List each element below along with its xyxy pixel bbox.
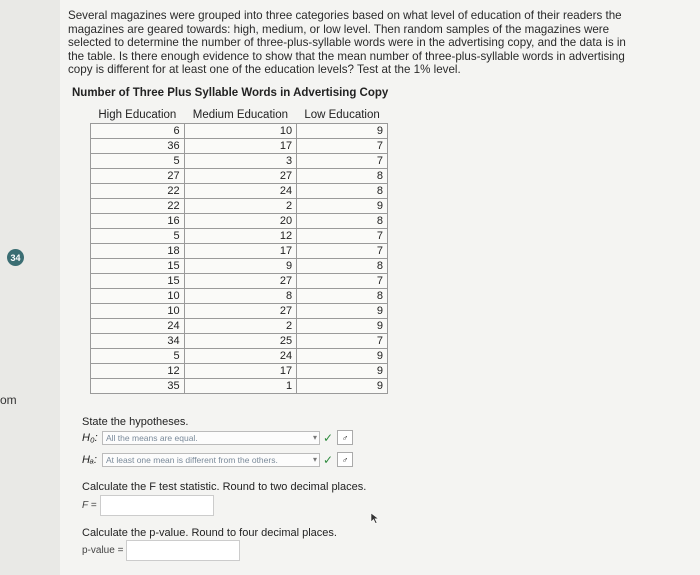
table-cell: 7 bbox=[297, 229, 388, 244]
table-cell: 27 bbox=[184, 169, 296, 184]
symbol-picker-button[interactable]: ♂ bbox=[337, 430, 353, 445]
h0-select-value: All the means are equal. bbox=[106, 432, 198, 443]
ha-label: Hₐ: bbox=[82, 453, 97, 466]
table-cell: 9 bbox=[297, 304, 388, 319]
question-text: Several magazines were grouped into three categories based on what level of education of their readers the magazines are geared towards: high, medium, or low level. Then random samples of the magazines were selected to determine the number of three-plus-syllable words were in the advertising copy, and the data is in the table. Is there enough evidence to show that the mean number of three-plus-syllable words in advertising copy is different for at least one of the education levels? Test at the 1% level. bbox=[68, 9, 626, 77]
table-cell: 36 bbox=[91, 139, 185, 154]
column-header: Medium Education bbox=[184, 106, 296, 124]
table-cell: 9 bbox=[297, 124, 388, 139]
data-table bbox=[90, 106, 388, 394]
table-cell: 12 bbox=[91, 364, 185, 379]
table-cell: 8 bbox=[297, 214, 388, 229]
h0-select[interactable] bbox=[102, 431, 320, 445]
table-row bbox=[91, 199, 388, 214]
table-cell: 18 bbox=[91, 244, 185, 259]
chevron-down-icon: ▾ bbox=[312, 432, 317, 442]
table-cell: 22 bbox=[91, 184, 185, 199]
f-stat-row bbox=[82, 495, 214, 516]
table-cell: 24 bbox=[184, 184, 296, 199]
table-cell: 9 bbox=[297, 319, 388, 334]
table-cell: 1 bbox=[184, 379, 296, 394]
table-cell: 8 bbox=[297, 169, 388, 184]
check-icon: ✓ bbox=[323, 430, 334, 445]
table-cell: 9 bbox=[297, 199, 388, 214]
chevron-down-icon: ▾ bbox=[312, 454, 317, 464]
table-cell: 5 bbox=[91, 154, 185, 169]
table-cell: 35 bbox=[91, 379, 185, 394]
table-cell: 15 bbox=[91, 274, 185, 289]
question-number-badge[interactable]: 34 bbox=[7, 249, 24, 266]
table-header-row bbox=[91, 106, 388, 124]
left-edge-panel bbox=[0, 0, 60, 575]
table-row bbox=[91, 349, 388, 364]
table-cell: 3 bbox=[184, 154, 296, 169]
table-cell: 27 bbox=[91, 169, 185, 184]
table-cell: 17 bbox=[184, 364, 296, 379]
table-cell: 7 bbox=[297, 274, 388, 289]
table-cell: 16 bbox=[91, 214, 185, 229]
table-cell: 2 bbox=[184, 199, 296, 214]
table-row bbox=[91, 244, 388, 259]
table-cell: 12 bbox=[184, 229, 296, 244]
table-cell: 7 bbox=[297, 244, 388, 259]
table-cell: 9 bbox=[297, 364, 388, 379]
table-cell: 10 bbox=[91, 289, 185, 304]
f-stat-input[interactable] bbox=[100, 495, 214, 516]
table-cell: 17 bbox=[184, 139, 296, 154]
table-row bbox=[91, 334, 388, 349]
hypotheses-prompt: State the hypotheses. bbox=[82, 416, 189, 428]
table-cell: 7 bbox=[297, 139, 388, 154]
table-row bbox=[91, 304, 388, 319]
ha-select[interactable] bbox=[102, 453, 320, 467]
table-cell: 5 bbox=[91, 229, 185, 244]
table-row bbox=[91, 379, 388, 394]
table-row bbox=[91, 214, 388, 229]
table-cell: 9 bbox=[297, 349, 388, 364]
p-value-prompt: Calculate the p-value. Round to four decimal places. bbox=[82, 527, 337, 539]
ha-select-value: At least one mean is different from the others. bbox=[106, 454, 278, 465]
table-row bbox=[91, 289, 388, 304]
table-row bbox=[91, 319, 388, 334]
table-cell: 7 bbox=[297, 154, 388, 169]
table-row bbox=[91, 364, 388, 379]
check-icon: ✓ bbox=[323, 452, 334, 467]
table-row bbox=[91, 139, 388, 154]
table-cell: 7 bbox=[297, 334, 388, 349]
table-cell: 6 bbox=[91, 124, 185, 139]
table-cell: 25 bbox=[184, 334, 296, 349]
table-row bbox=[91, 169, 388, 184]
table-cell: 20 bbox=[184, 214, 296, 229]
table-row bbox=[91, 229, 388, 244]
mouse-cursor-icon bbox=[370, 512, 380, 524]
table-row bbox=[91, 154, 388, 169]
p-value-row bbox=[82, 540, 240, 561]
table-cell: 8 bbox=[184, 289, 296, 304]
table-cell: 17 bbox=[184, 244, 296, 259]
table-row bbox=[91, 259, 388, 274]
table-cell: 10 bbox=[91, 304, 185, 319]
table-cell: 22 bbox=[91, 199, 185, 214]
column-header: High Education bbox=[91, 106, 185, 124]
table-caption: Number of Three Plus Syllable Words in Advertising Copy bbox=[72, 87, 389, 99]
table-cell: 27 bbox=[184, 274, 296, 289]
table-cell: 10 bbox=[184, 124, 296, 139]
table-cell: 2 bbox=[184, 319, 296, 334]
table-cell: 15 bbox=[91, 259, 185, 274]
left-edge-text: om bbox=[0, 393, 17, 407]
table-cell: 9 bbox=[297, 379, 388, 394]
table-cell: 8 bbox=[297, 184, 388, 199]
table-cell: 5 bbox=[91, 349, 185, 364]
f-stat-label: F = bbox=[82, 500, 97, 511]
table-cell: 8 bbox=[297, 289, 388, 304]
symbol-picker-button[interactable]: ♂ bbox=[337, 452, 353, 467]
table-row bbox=[91, 274, 388, 289]
f-stat-prompt: Calculate the F test statistic. Round to two decimal places. bbox=[82, 481, 367, 493]
p-value-label: p-value = bbox=[82, 545, 124, 556]
table-cell: 8 bbox=[297, 259, 388, 274]
table-cell: 24 bbox=[91, 319, 185, 334]
table-row bbox=[91, 124, 388, 139]
h0-label: H₀: bbox=[82, 431, 98, 444]
table-cell: 9 bbox=[184, 259, 296, 274]
table-cell: 27 bbox=[184, 304, 296, 319]
h0-row bbox=[82, 430, 353, 445]
column-header: Low Education bbox=[297, 106, 388, 124]
table-cell: 34 bbox=[91, 334, 185, 349]
p-value-input[interactable] bbox=[126, 540, 240, 561]
ha-row bbox=[82, 452, 353, 467]
table-row bbox=[91, 184, 388, 199]
table-cell: 24 bbox=[184, 349, 296, 364]
